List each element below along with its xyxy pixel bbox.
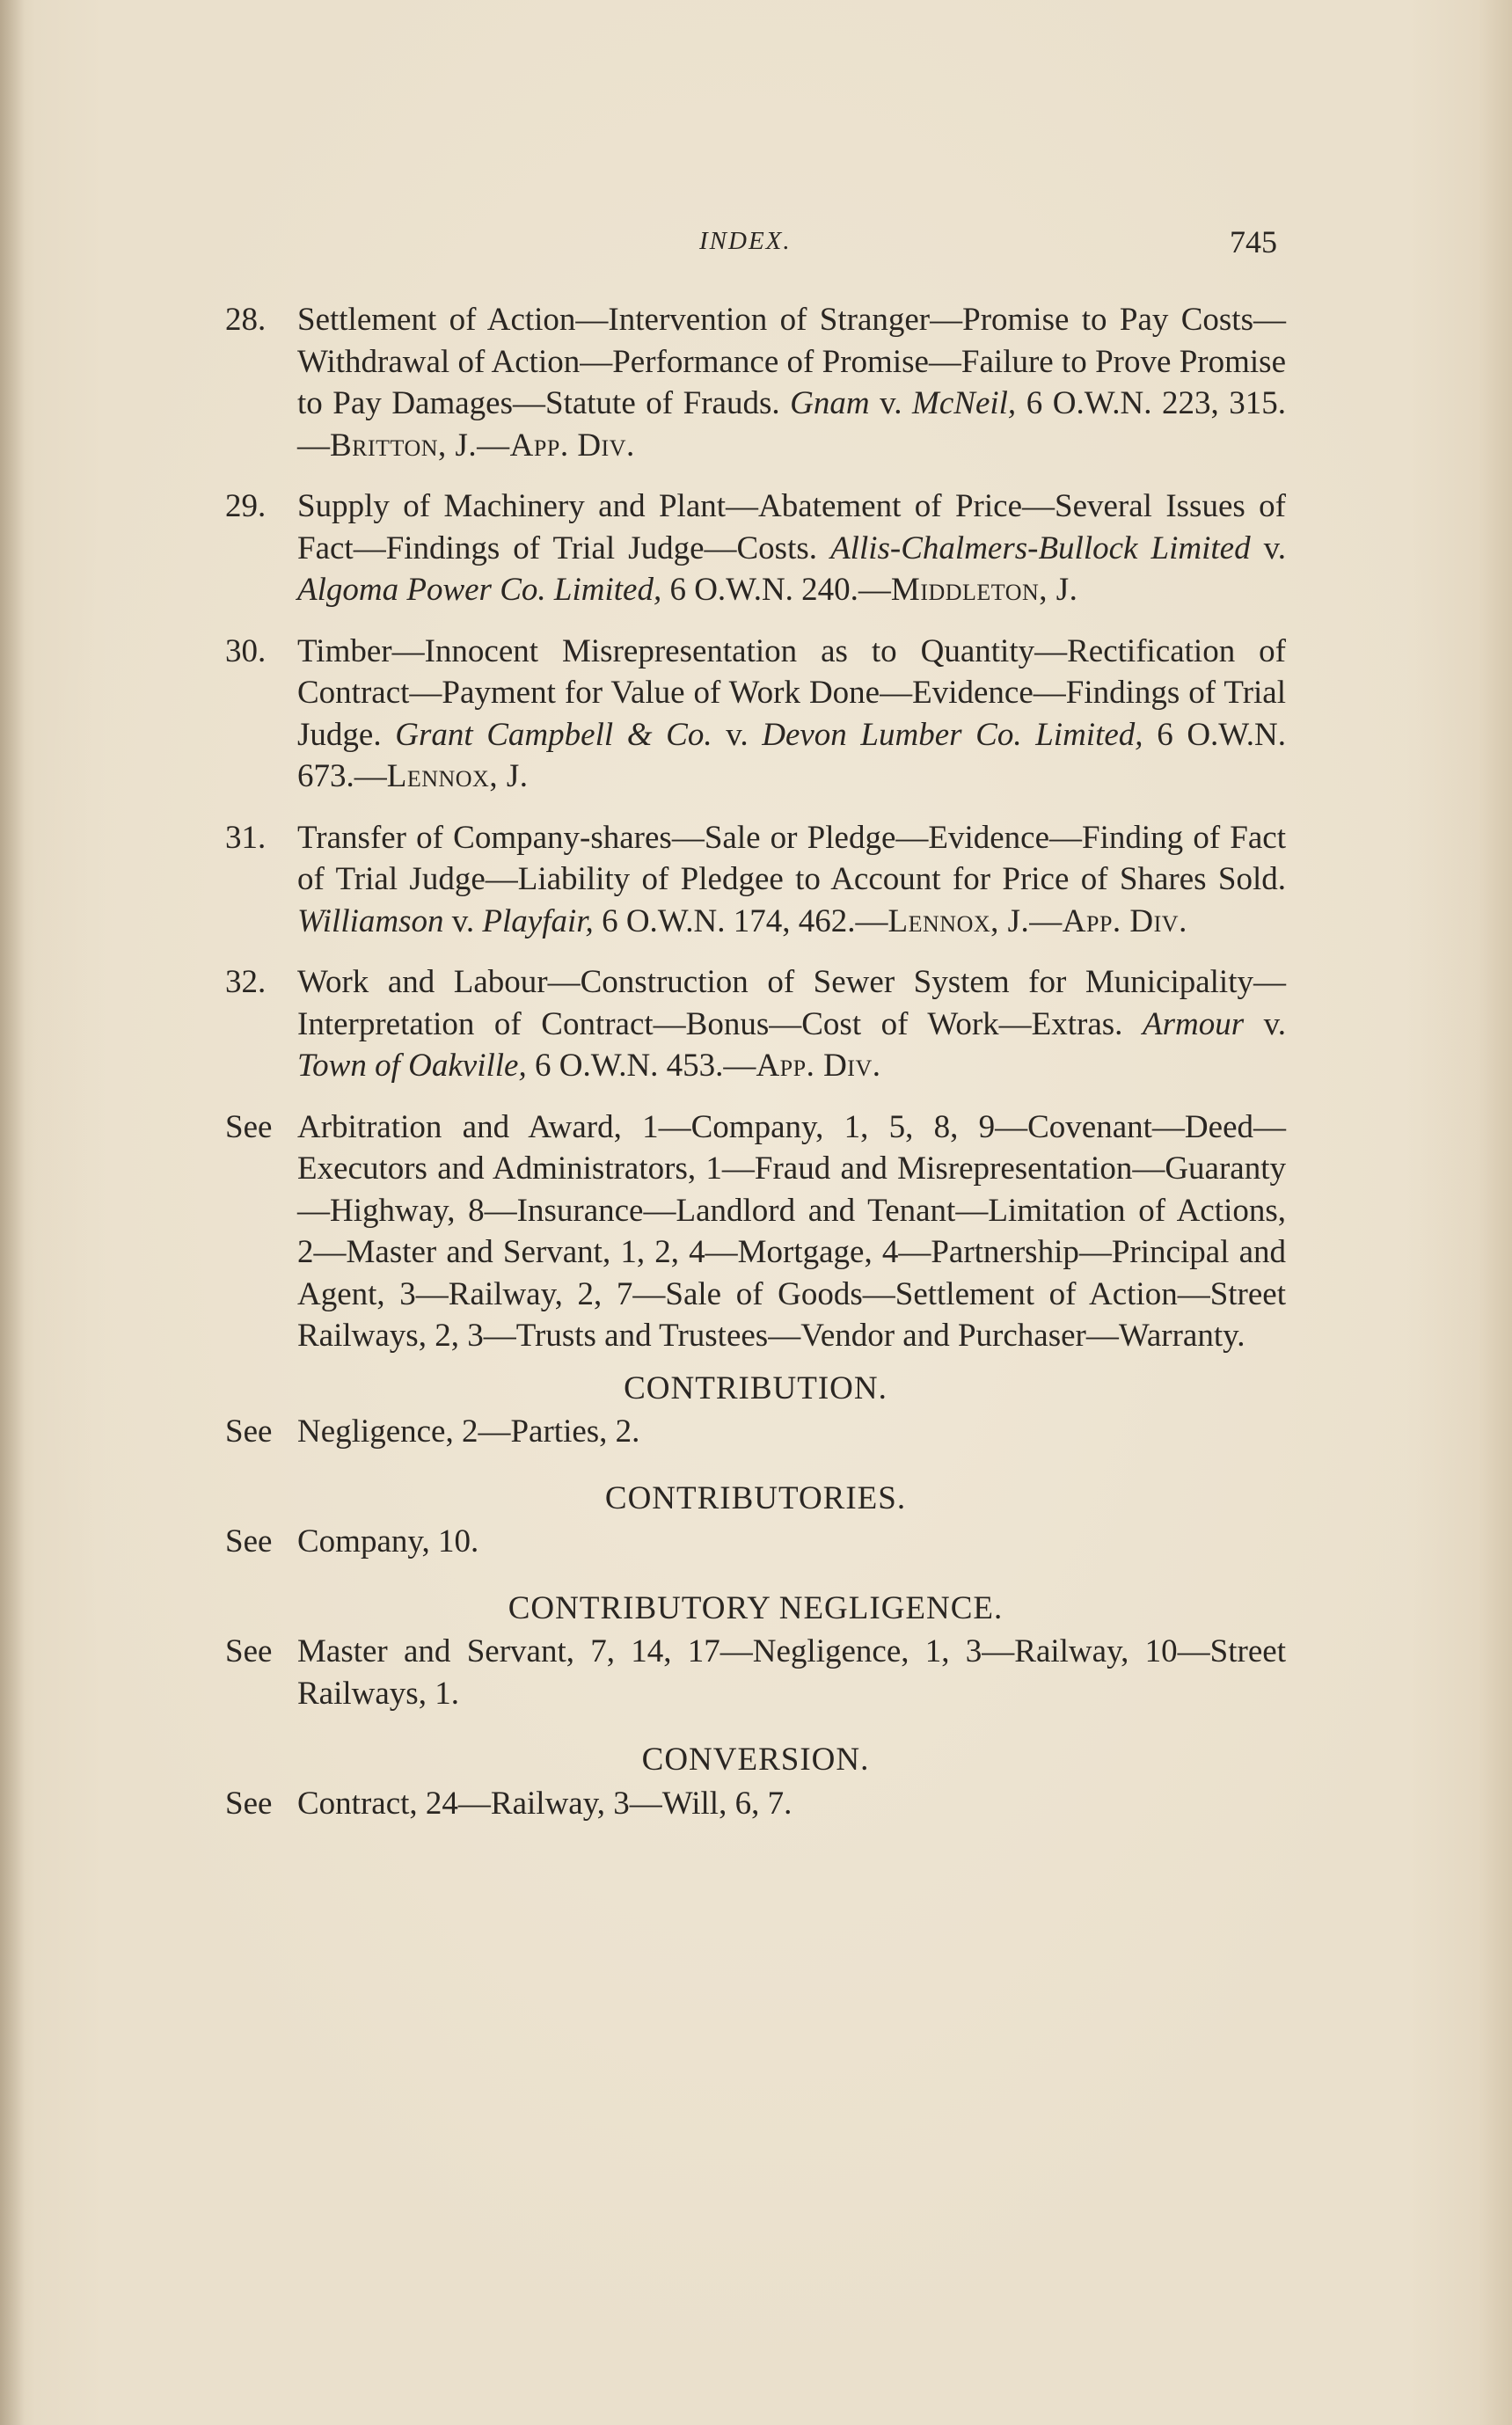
case-judge: Lennox, J.	[386, 758, 529, 794]
case-party-a: Allis-Chalmers-Bullock Limited	[830, 530, 1251, 566]
case-party-a: Williamson	[297, 902, 444, 939]
entry-number: 29.	[225, 488, 267, 524]
case-party-b: Playfair,	[482, 902, 594, 939]
case-party-a: Armour	[1142, 1005, 1245, 1042]
case-party-b: Town of Oakville,	[297, 1048, 527, 1084]
entry-subject: Timber—Innocent Misrepresentation as to Quantity—Rectification of Contract—Payment for Value of Work Done—Evidence—Findings of Trial Judge.	[297, 632, 1286, 753]
see-also-text: Arbitration and Award, 1—Company, 1, 5, 8, 9—Covenant—Deed—Executors and Administrators, 1—Fraud and Misrepresentation—Guaranty—Highway, 8—Insurance—Landlord and Tenant—Limitation of Actions, 2—Master and Servant, 1, 2, 4—Mortgage, 4—Partnership—Principal and Agent, 3—Railway, 2, 7—Sale of Goods—Settlement of Action—Street Railways, 2, 3—Trusts and Trustees—Vendor and Purchaser—Warranty.	[297, 1108, 1286, 1354]
entry-subject: Supply of Machinery and Plant—Abatement of Price—Several Issues of Fact—Findings of Trial Judge—Costs.	[297, 488, 1286, 566]
entry-text	[297, 486, 1286, 611]
case-judge: Middleton, J.	[890, 572, 1078, 608]
see-label: See	[225, 1413, 273, 1450]
case-judge: Britton, J.—App. Div.	[330, 427, 635, 464]
section-see-contribution	[225, 1411, 1286, 1453]
index-entry-28	[225, 299, 1286, 466]
section-heading-contribution: CONTRIBUTION.	[624, 1370, 887, 1406]
case-versus: v.	[880, 385, 902, 421]
case-versus: v.	[726, 716, 749, 753]
case-citation: 6 O.W.N. 240.—	[669, 572, 891, 608]
case-versus: v.	[1263, 530, 1287, 566]
index-entry-31	[225, 817, 1286, 943]
entry-number: 28.	[225, 302, 267, 338]
case-versus: v.	[451, 902, 475, 939]
case-party-a: Gnam	[790, 385, 870, 421]
spine-shadow	[0, 0, 25, 2425]
see-label: See	[225, 1633, 273, 1669]
index-entry-30	[225, 631, 1286, 798]
see-text: Negligence, 2—Parties, 2.	[297, 1413, 640, 1450]
case-citation: 6 O.W.N. 223, 315.—	[297, 385, 1287, 464]
section-see-contributory-negligence	[225, 1631, 1286, 1714]
section-heading-conversion: CONVERSION.	[641, 1742, 870, 1778]
index-entry-32	[225, 961, 1286, 1087]
case-party-b: Devon Lumber Co. Limited,	[762, 716, 1143, 753]
section-heading-contributories: CONTRIBUTORIES.	[604, 1479, 907, 1516]
running-title: INDEX.	[699, 227, 792, 255]
case-party-b: McNeil,	[912, 385, 1017, 421]
entry-number: 30.	[225, 632, 267, 669]
entry-number: 31.	[225, 819, 267, 856]
running-head	[0, 224, 1512, 271]
entry-text	[297, 299, 1286, 466]
case-citation: 6 O.W.N. 673.—	[297, 716, 1287, 794]
entry-text	[297, 961, 1286, 1087]
section-heading-contributory-negligence: CONTRIBUTORY NEGLIGENCE.	[508, 1589, 1004, 1626]
see-label: See	[225, 1785, 273, 1822]
entry-subject: Settlement of Action—Intervention of Stranger—Promise to Pay Costs—Withdrawal of Action—Performance of Promise—Failure to Prove Promise to Pay Damages—Statute of Frauds.	[297, 302, 1286, 421]
see-also-block	[225, 1107, 1286, 1357]
index-entry-29	[225, 486, 1286, 611]
case-judge: App. Div.	[756, 1048, 881, 1084]
entry-subject: Work and Labour—Construction of Sewer System for Municipality—Interpretation of Contract—Bonus—Cost of Work—Extras.	[297, 964, 1286, 1042]
case-citation: 6 O.W.N. 174, 462.—	[602, 902, 888, 939]
see-label: See	[225, 1523, 273, 1559]
page-number: 745	[1230, 224, 1277, 259]
see-text: Master and Servant, 7, 14, 17—Negligence, 1, 3—Railway, 10—Street Railways, 1.	[297, 1633, 1286, 1712]
case-citation: 6 O.W.N. 453.—	[534, 1048, 756, 1084]
entry-text	[297, 817, 1286, 943]
entry-text	[297, 631, 1286, 798]
entry-number: 32.	[225, 964, 267, 1000]
case-party-b: Algoma Power Co. Limited,	[297, 572, 662, 608]
case-judge: Lennox, J.—App. Div.	[887, 902, 1187, 939]
case-versus: v.	[1263, 1005, 1287, 1042]
section-see-conversion	[225, 1783, 1286, 1825]
see-text: Contract, 24—Railway, 3—Will, 6, 7.	[297, 1785, 793, 1822]
case-party-a: Grant Campbell & Co.	[395, 716, 712, 753]
see-text: Company, 10.	[297, 1523, 479, 1559]
index-content	[225, 299, 1286, 1824]
entry-subject: Transfer of Company-shares—Sale or Pledge—Evidence—Finding of Fact of Trial Judge—Liability of Pledgee to Account for Price of Shares Sold.	[297, 819, 1286, 897]
see-label: See	[225, 1108, 273, 1145]
section-see-contributories	[225, 1521, 1286, 1563]
